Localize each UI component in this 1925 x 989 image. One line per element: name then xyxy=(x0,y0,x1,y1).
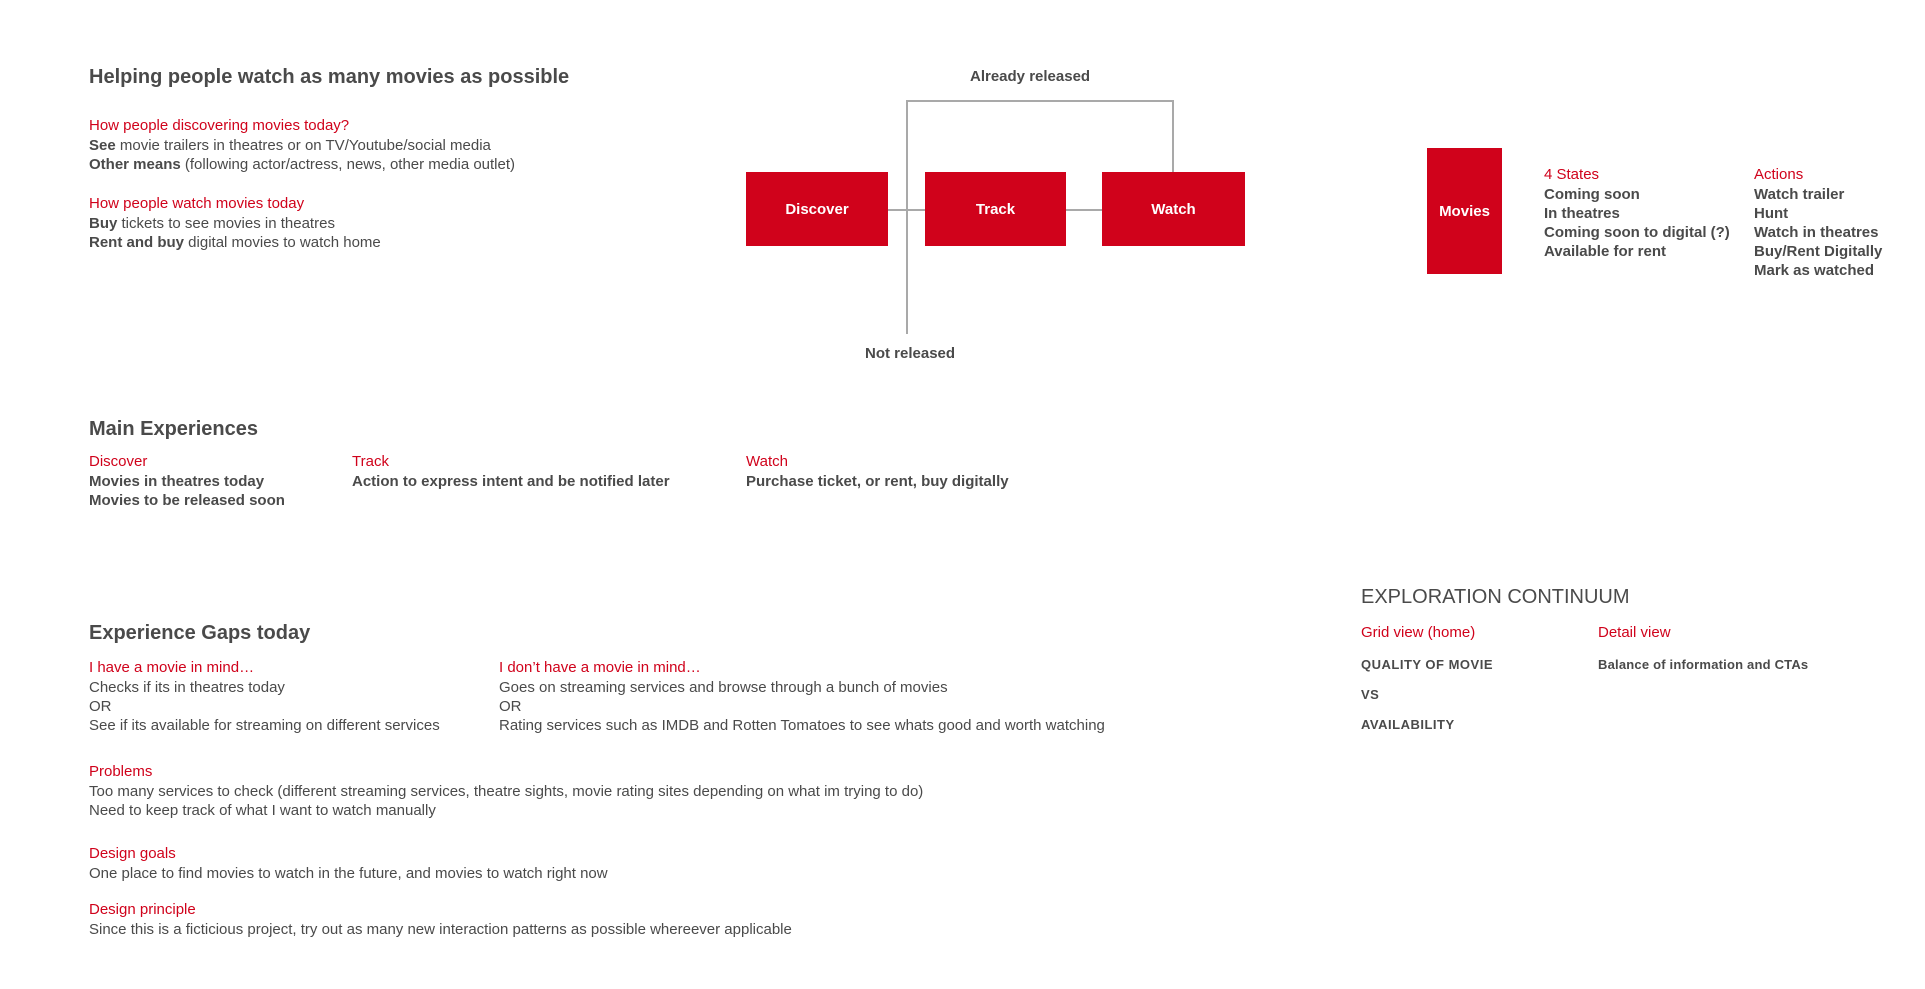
movie-in-mind-line: OR xyxy=(89,698,112,715)
track-node: Track xyxy=(925,172,1066,246)
state-item: Available for rent xyxy=(1544,243,1666,260)
state-item: Coming soon to digital (?) xyxy=(1544,224,1730,241)
track-watch-connector xyxy=(1066,209,1102,211)
no-movie-in-mind-line: Goes on streaming services and browse through a bunch of movies xyxy=(499,679,948,696)
main-experiences-title: Main Experiences xyxy=(89,418,258,440)
experience-gaps-title: Experience Gaps today xyxy=(89,622,311,644)
watch-today-heading: How people watch movies today xyxy=(89,195,305,212)
not-released-connector xyxy=(906,210,908,334)
movie-in-mind-line: Checks if its in theatres today xyxy=(89,679,285,696)
main-track-heading: Track xyxy=(352,453,389,470)
discover-node: Discover xyxy=(746,172,888,246)
main-discover-line: Movies in theatres today xyxy=(89,473,265,490)
state-item: Coming soon xyxy=(1544,186,1640,203)
action-item: Mark as watched xyxy=(1754,262,1875,279)
design-principle-heading: Design principle xyxy=(89,901,196,918)
no-movie-in-mind-line: Rating services such as IMDB and Rotten Tomatoes to see whats good and worth watching xyxy=(499,717,1105,734)
watch-today-line-1: Buy tickets to see movies in theatres xyxy=(89,215,335,232)
no-movie-in-mind-line: OR xyxy=(499,698,522,715)
grid-view-line: AVAILABILITY xyxy=(1361,717,1455,732)
actions-heading: Actions xyxy=(1754,166,1804,183)
main-watch-line: Purchase ticket, or rent, buy digitally xyxy=(746,473,1009,490)
grid-view-heading: Grid view (home) xyxy=(1361,624,1476,641)
design-goals-line: One place to find movies to watch in the future, and movies to watch right now xyxy=(89,865,608,882)
action-item: Watch trailer xyxy=(1754,186,1845,203)
movie-in-mind-line: See if its available for streaming on different services xyxy=(89,717,440,734)
already-released-connector-top xyxy=(906,100,1174,102)
watch-today-line-2: Rent and buy digital movies to watch home xyxy=(89,234,381,251)
already-released-connector-left xyxy=(906,100,908,210)
movies-node: Movies xyxy=(1427,148,1502,274)
page-title: Helping people watch as many movies as possible xyxy=(89,66,570,88)
action-item: Hunt xyxy=(1754,205,1789,222)
already-released-label: Already released xyxy=(970,68,1091,85)
grid-view-line: VS xyxy=(1361,687,1380,702)
movie-in-mind-heading: I have a movie in mind… xyxy=(89,659,255,676)
main-watch-heading: Watch xyxy=(746,453,788,470)
states-heading: 4 States xyxy=(1544,166,1600,183)
discover-today-heading: How people discovering movies today? xyxy=(89,117,350,134)
design-principle-line: Since this is a ficticious project, try out as many new interaction patterns as possible whereever applicable xyxy=(89,921,792,938)
design-goals-heading: Design goals xyxy=(89,845,176,862)
action-item: Watch in theatres xyxy=(1754,224,1879,241)
main-track-line: Action to express intent and be notified later xyxy=(352,473,670,490)
main-discover-heading: Discover xyxy=(89,453,148,470)
main-discover-line: Movies to be released soon xyxy=(89,492,285,509)
watch-node: Watch xyxy=(1102,172,1245,246)
detail-view-line: Balance of information and CTAs xyxy=(1598,657,1809,672)
action-item: Buy/Rent Digitally xyxy=(1754,243,1883,260)
discover-today-line-2: Other means (following actor/actress, news, other media outlet) xyxy=(89,156,516,173)
problems-heading: Problems xyxy=(89,763,153,780)
detail-view-heading: Detail view xyxy=(1598,624,1671,641)
problems-line: Too many services to check (different streaming services, theatre sights, movie rating sites depending on what im trying to do) xyxy=(89,783,924,800)
discover-today-line-1: See movie trailers in theatres or on TV/Youtube/social media xyxy=(89,137,491,154)
already-released-connector-right xyxy=(1172,100,1174,172)
state-item: In theatres xyxy=(1544,205,1620,222)
exploration-continuum-title: EXPLORATION CONTINUUM xyxy=(1361,586,1630,608)
no-movie-in-mind-heading: I don’t have a movie in mind… xyxy=(499,659,701,676)
problems-line: Need to keep track of what I want to watch manually xyxy=(89,802,436,819)
not-released-label: Not released xyxy=(865,345,956,362)
grid-view-line: QUALITY OF MOVIE xyxy=(1361,657,1493,672)
